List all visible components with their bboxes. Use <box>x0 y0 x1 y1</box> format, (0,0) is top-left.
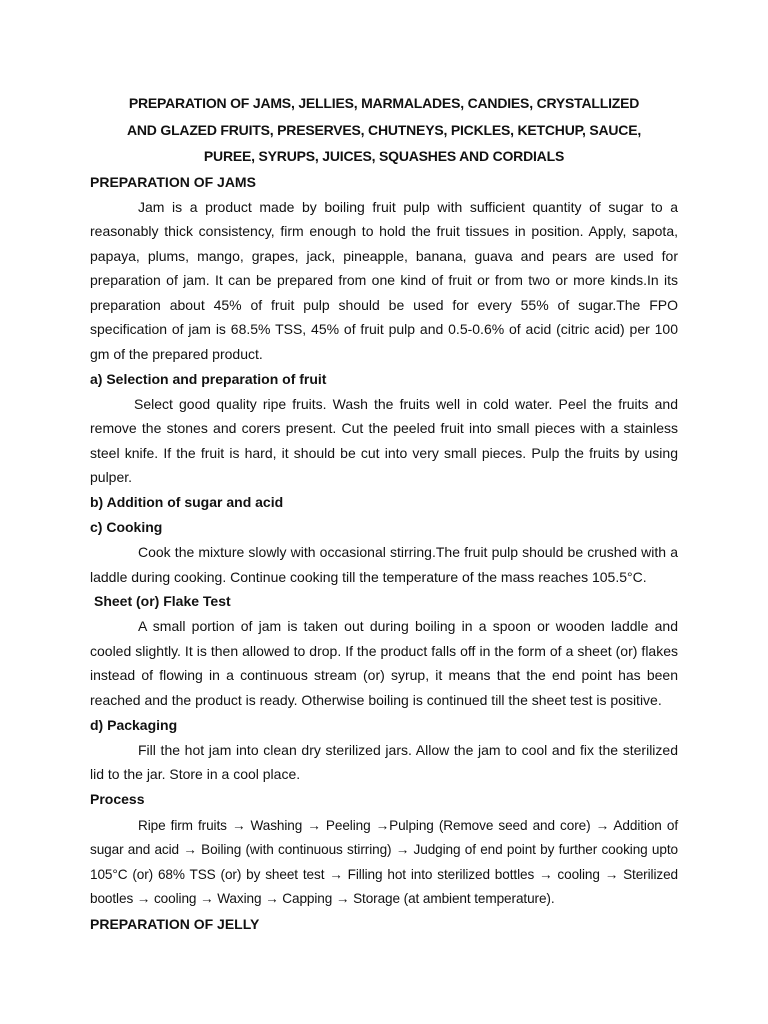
process-flow-paragraph: Ripe firm fruits → Washing → Peeling →Pulping (Remove seed and core) → Addition of sugar and acid → Boiling (with continuous stirring) → Judging of end point by further cooking upto 105°C (or) 68% TSS (or) by sheet test → Filling hot into sterilized bottles → cooling → Sterilized bootles → cooling → Waxing → Capping → Storage (at ambient temperature). <box>90 817 678 907</box>
section-heading-jams: PREPARATION OF JAMS <box>90 173 256 190</box>
selection-paragraph: Select good quality ripe fruits. Wash the fruits well in cold water. Peel the fruits and remove the stones and corers present. Cut the peeled fruit into small pieces with a stainless steel knife. If the fruit is hard, it should be cut into very small pieces. Pulp the fruits by using pulper. <box>90 395 678 486</box>
packaging-paragraph: Fill the hot jam into clean dry sterilized jars. Allow the jam to cool and fix the sterilized lid to the jar. Store in a cool place. <box>90 741 678 783</box>
cooking-paragraph: Cook the mixture slowly with occasional stirring.The fruit pulp should be crushed with a laddle during cooking. Continue cooking till the temperature of the mass reaches 105.5°C. <box>90 544 678 585</box>
heading-cooking: c) Cooking <box>90 519 163 536</box>
document-title-line-1: PREPARATION OF JAMS, JELLIES, MARMALADES, CANDIES, CRYSTALLIZED <box>128 95 640 111</box>
heading-addition-sugar-acid: b) Addition of sugar and acid <box>90 494 284 511</box>
heading-selection-preparation: a) Selection and preparation of fruit <box>90 370 327 387</box>
heading-packaging: d) Packaging <box>90 716 178 733</box>
heading-sheet-flake-test: Sheet (or) Flake Test <box>94 593 231 610</box>
document-title-line-3: PUREE, SYRUPS, JUICES, SQUASHES AND CORDIALS <box>203 148 565 164</box>
sheet-test-paragraph: A small portion of jam is taken out during boiling in a spoon or wooden laddle and cooled slightly. It is then allowed to drop. If the product falls off in the form of a sheet (or) flakes instead of flowing in a continuous stream (or) syrup, it means that the end point has been reached and the product is ready. Otherwise boiling is continued till the sheet test is positive. <box>90 618 678 708</box>
document-page <box>90 90 678 937</box>
section-heading-jelly: PREPARATION OF JELLY <box>90 915 260 932</box>
jam-intro-paragraph: Jam is a product made by boiling fruit pulp with sufficient quantity of sugar to a reasonably thick consistency, firm enough to hold the fruit tissues in position. Apply, sapota, papaya, plums, mango, grapes, jack, pineapple, banana, guava and pears are used for preparation of jam. It can be prepared from one kind of fruit or from two or more kinds.In its preparation about 45% of fruit pulp should be used for every 55% of sugar.The FPO specification of jam is 68.5% TSS, 45% of fruit pulp and 0.5-0.6% of acid (citric acid) per 100 gm of the prepared product. <box>90 198 678 363</box>
heading-process: Process <box>90 790 145 807</box>
document-title-line-2: AND GLAZED FRUITS, PRESERVES, CHUTNEYS, PICKLES, KETCHUP, SAUCE, <box>126 121 642 138</box>
